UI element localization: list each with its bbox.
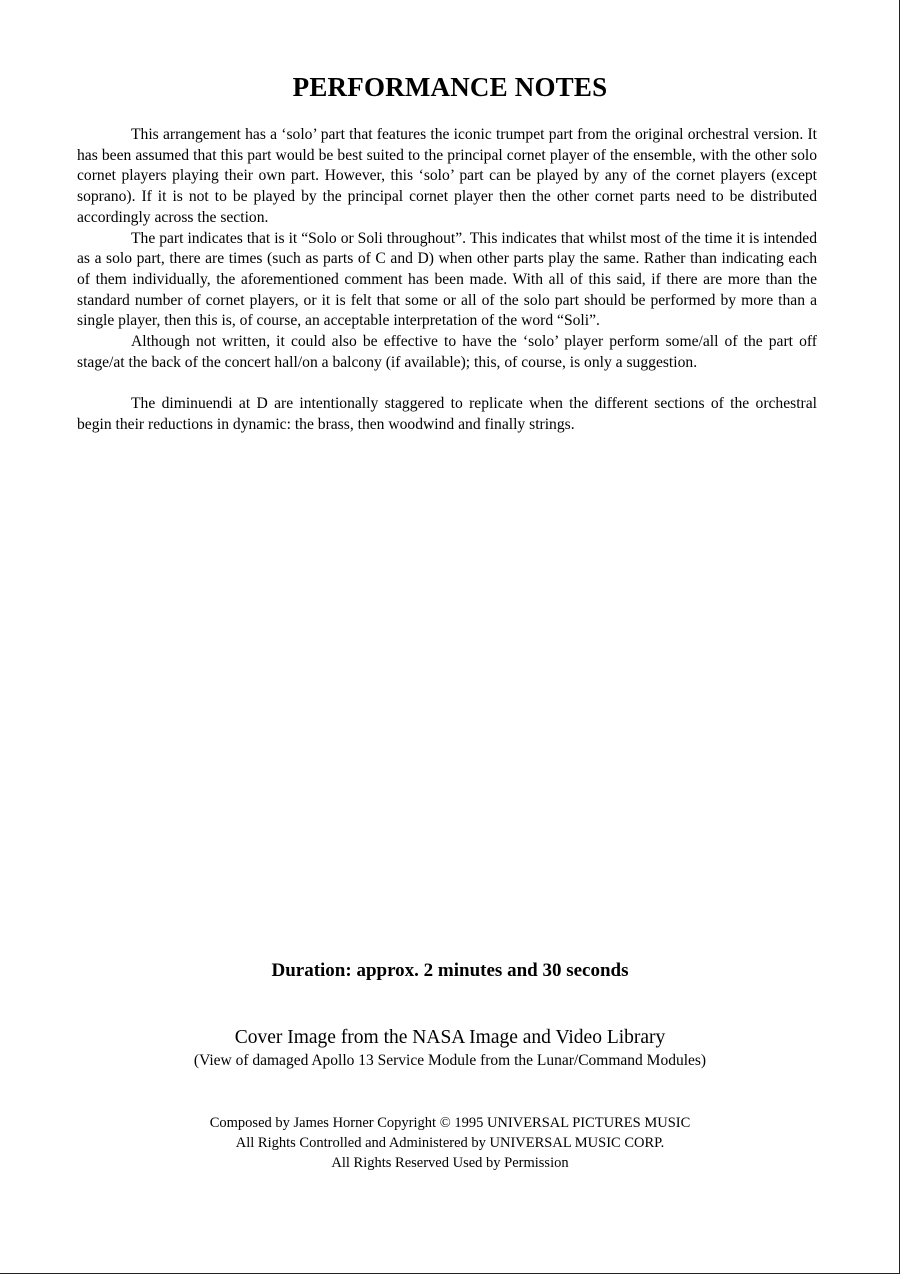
notes-paragraph: Although not written, it could also be effective to have the ‘solo’ player perform some/all of the part off stage/at the back of the concert hall/on a balcony (if available); this, of course, is only a suggestion.	[77, 333, 817, 371]
copyright-line: All Rights Controlled and Administered by UNIVERSAL MUSIC CORP.	[235, 1135, 665, 1151]
copyright-block	[0, 1113, 900, 1173]
page-title: PERFORMANCE NOTES	[292, 72, 608, 102]
copyright-line: All Rights Reserved Used by Permission	[331, 1155, 569, 1171]
copyright-line: Composed by James Horner Copyright © 1995 UNIVERSAL PICTURES MUSIC	[209, 1115, 691, 1131]
cover-image-credit: Cover Image from the NASA Image and Video Library	[234, 1027, 666, 1048]
cover-image-caption: (View of damaged Apollo 13 Service Module from the Lunar/Command Modules)	[193, 1052, 707, 1069]
notes-paragraph: This arrangement has a ‘solo’ part that features the iconic trumpet part from the original orchestral version. It has been assumed that this part would be best suited to the principal cornet player of the ensemble, with the other solo cornet players playing their own part. However, this ‘solo’ part can be played by any of the cornet players (except soprano). If it is not to be played by the principal cornet player then the other cornet parts need to be distributed accordingly across the section.	[77, 126, 817, 226]
notes-paragraph: The part indicates that is it “Solo or Soli throughout”. This indicates that whilst most of the time it is intended as a solo part, there are times (such as parts of C and D) when other parts play the same. Rather than indicating each of them individually, the aforementioned comment has been made. With all of this said, if there are more than the standard number of cornet players, or it is felt that some or all of the solo part should be performed by more than a single player, then this is, of course, an acceptable interpretation of the word “Soli”.	[77, 229, 817, 330]
performance-notes-body	[77, 125, 817, 436]
duration-text: Duration: approx. 2 minutes and 30 seconds	[271, 960, 629, 981]
notes-paragraph: The diminuendi at D are intentionally staggered to replicate when the different sections of the orchestral begin their reductions in dynamic: the brass, then woodwind and finally strings.	[77, 395, 817, 433]
